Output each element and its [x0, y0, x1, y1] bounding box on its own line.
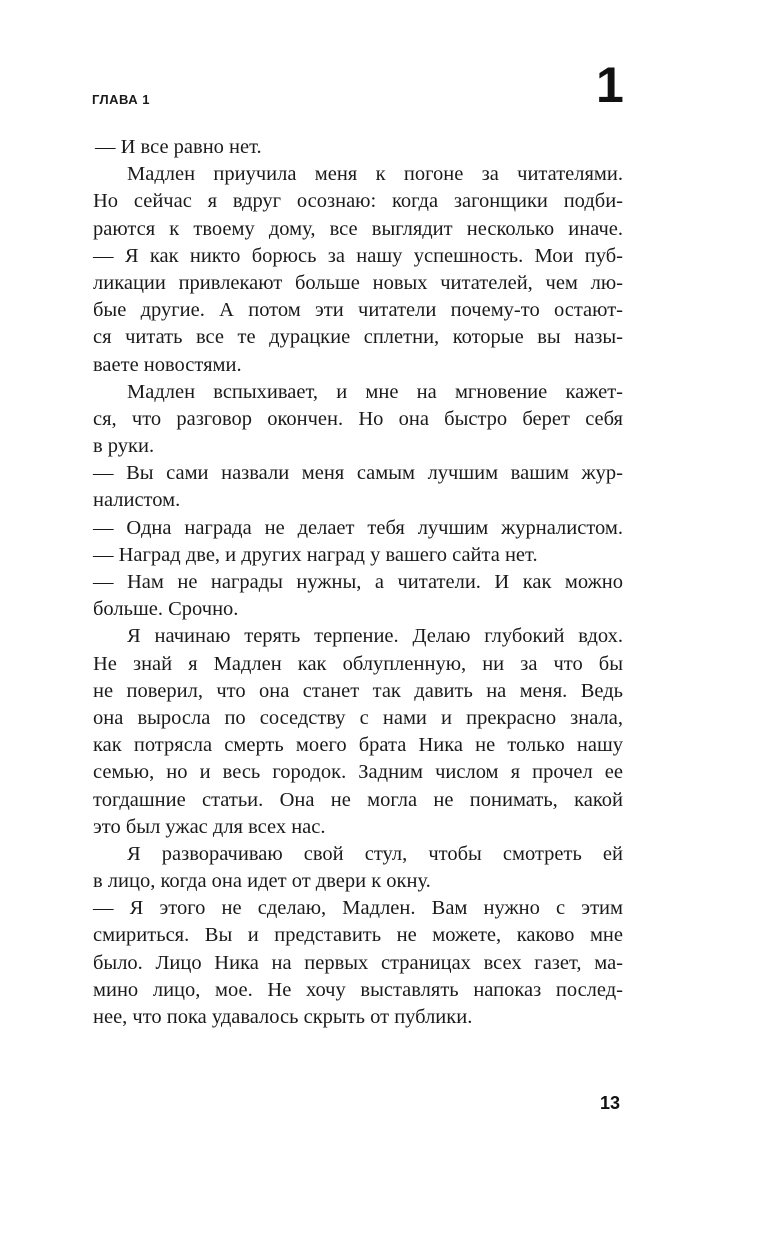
text-line: смириться. Вы и представить не можете, каково мне: [93, 924, 623, 947]
text-line: — Нам не награды нужны, а читатели. И как можно: [93, 571, 623, 593]
text-line: — Одна награда не делает тебя лучшим журналистом.: [93, 516, 623, 539]
text-line: налистом.: [93, 489, 181, 512]
text-line: семью, но и весь городок. Задним числом я прочел ее: [93, 761, 623, 784]
text-line: Но сейчас я вдруг осознаю: когда загонщики подби-: [93, 190, 623, 213]
text-line: больше. Срочно.: [93, 598, 239, 621]
body-text: [93, 134, 623, 1031]
text-line: — Наград две, и других наград у вашего сайта нет.: [93, 543, 538, 566]
text-line: ся читать все те дурацкие сплетни, которые вы назы-: [93, 326, 623, 349]
text-line: Я разворачиваю свой стул, чтобы смотреть ей: [127, 842, 623, 865]
text-line: ликации привлекают больше новых читателей, чем лю-: [93, 271, 623, 294]
text-line: как потрясла смерть моего брата Ника не только нашу: [93, 734, 623, 757]
chapter-number: 1: [596, 57, 624, 113]
text-line: Не знай я Мадлен как облупленную, ни за что бы: [93, 652, 623, 675]
text-line: бые другие. А потом эти читатели почему-то остают-: [93, 299, 623, 322]
running-head: ГЛАВА 1: [92, 92, 151, 107]
text-line: в лицо, когда она идет от двери к окну.: [93, 870, 431, 893]
text-line: нее, что пока удавалось скрыть от публики.: [93, 1006, 473, 1028]
text-line: тогдашние статьи. Она не могла не понимать, какой: [93, 788, 623, 811]
text-line: мино лицо, мое. Не хочу выставлять напоказ послед-: [93, 978, 623, 1001]
text-line: — И все равно нет.: [95, 136, 262, 158]
text-line: Я начинаю терять терпение. Делаю глубокий вдох.: [127, 625, 623, 648]
text-line: ваете новостями.: [93, 353, 242, 376]
text-line: не поверил, что она станет так давить на меня. Ведь: [93, 679, 623, 702]
text-line: ся, что разговор окончен. Но она быстро берет себя: [93, 407, 623, 430]
text-line: это был ужас для всех нас.: [93, 815, 326, 838]
text-line: в руки.: [93, 435, 155, 458]
text-line: — Вы сами назвали меня самым лучшим вашим жур-: [93, 462, 623, 485]
text-line: раются к твоему дому, все выглядит несколько иначе.: [93, 217, 623, 240]
text-line: было. Лицо Ника на первых страницах всех газет, ма-: [93, 951, 623, 974]
page-number: 13: [600, 1093, 621, 1113]
text-line: Мадлен приучила меня к погоне за читателями.: [127, 163, 623, 186]
text-line: она выросла по соседству с нами и прекрасно знала,: [93, 706, 623, 729]
text-line: — Я этого не сделаю, Мадлен. Вам нужно с этим: [93, 897, 623, 920]
text-line: Мадлен вспыхивает, и мне на мгновение кажет-: [127, 380, 623, 403]
text-line: — Я как никто борюсь за нашу успешность. Мои пуб-: [93, 244, 623, 267]
